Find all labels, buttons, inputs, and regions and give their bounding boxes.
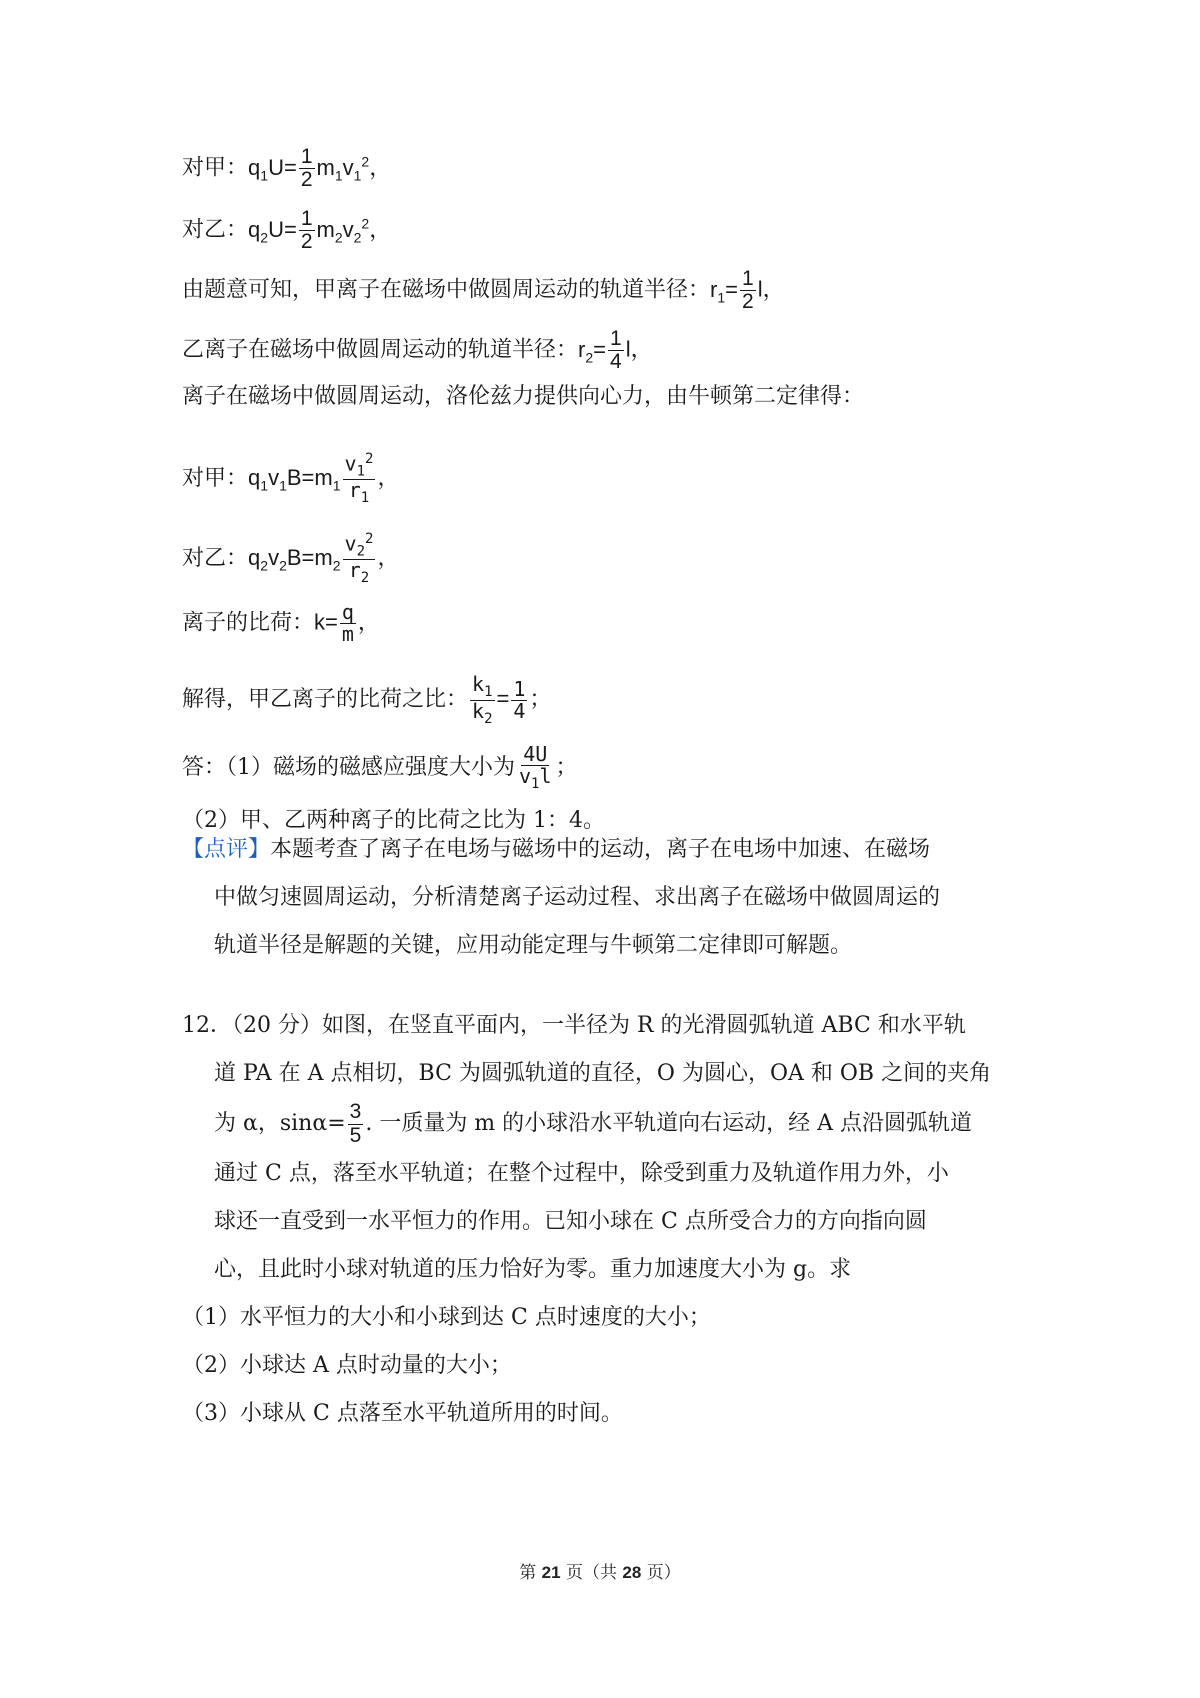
radius-yi-line: 乙离子在磁场中做圆周运动的轨道半径：$r_2=$ $\frac{1}{4}$ l， bbox=[182, 327, 653, 374]
equation-jia-force: 对甲：$q_1v_1B=m_1$ $\frac{v_1^2}{r_1}$ ， bbox=[182, 451, 400, 507]
page-number: 21 bbox=[541, 1563, 561, 1582]
charge-mass-ratio-def: 离子的比荷：k= $\frac{q}{m}$ ， bbox=[182, 600, 380, 646]
answer-1: 答：（1）磁场的磁感应强度大小为 $\frac{4U}{v_1l}$ ； bbox=[182, 742, 578, 792]
page-footer: 第 21 页（共 28 页） bbox=[519, 1563, 681, 1583]
question-number: 12． bbox=[182, 1013, 232, 1038]
comment-tag: 【点评】 bbox=[182, 837, 271, 862]
sub-question-2: （2）小球达 A 点时动量的大小； bbox=[182, 1353, 512, 1378]
lorentz-statement: 离子在磁场中做圆周运动，洛伦兹力提供向心力，由牛顿第二定律得： bbox=[182, 384, 865, 409]
comment-block: 【点评】本题考查了离子在电场与磁场中的运动，离子在电场中加速、在磁场 中做匀速圆周运动，分析清楚离子运动过程、求出离子在磁场中做圆周运的 轨道半径是解题的关键，应用动能定理与牛顿第二定律即可解题。 bbox=[182, 837, 941, 958]
equation-yi-force: 对乙：$q_2v_2B=m_2$ $\frac{v_2^2}{r_2}$ ， bbox=[182, 531, 400, 587]
radius-jia-line: 由题意可知，甲离子在磁场中做圆周运动的轨道半径：$r_1=$ $\frac{1}{2}$ l， bbox=[182, 267, 785, 314]
sub-question-1: （1）水平恒力的大小和小球到达 C 点时速度的大小； bbox=[182, 1305, 711, 1330]
page-total: 28 bbox=[622, 1563, 642, 1582]
answer-2: （2）甲、乙两种离子的比荷之比为 1：4。 bbox=[182, 808, 605, 833]
equation-yi-energy: 对乙：$q_2U=$ $\frac{1}{2}$ $m_2v_2^2$， bbox=[182, 207, 392, 254]
equation-jia-energy: 对甲：$q_1U=$ $\frac{1}{2}$ $m_1v_1^2$， bbox=[182, 145, 392, 192]
question-12: 12．（20 分）如图，在竖直平面内，一半径为 R 的光滑圆弧轨道 ABC 和水平轨 道 PA 在 A 点相切，BC 为圆弧轨道的直径，O 为圆心，OA 和 OB 之间的夹角 为 α，sinα= $\frac{3}{5}$ . 一质量为 m 的小球沿水平轨道向右运动，经 A 点沿圆弧轨道 通过 C 点，落至水平轨道；在整个过程中，除受到重力及轨道作用力外，小 球还一直受到一水平恒力的作用。已知小球在 C 点所受合力的方向指向圆 心，且此时小球对轨道的压力恰好为零。重力加速度大小为 g。求 （1）水平恒力的大小和小球到达 C 点时速度的大小； （2）小球达 A 点时动量的大小； （3）小球从 C 点落至水平轨道所用的时间。 bbox=[182, 1002, 1062, 1438]
sub-question-3: （3）小球从 C 点落至水平轨道所用的时间。 bbox=[182, 1401, 623, 1426]
ratio-result: 解得，甲乙离子的比荷之比： $\frac{k_1}{k_2}$ = $\frac{1}{4}$ ； bbox=[182, 672, 552, 727]
